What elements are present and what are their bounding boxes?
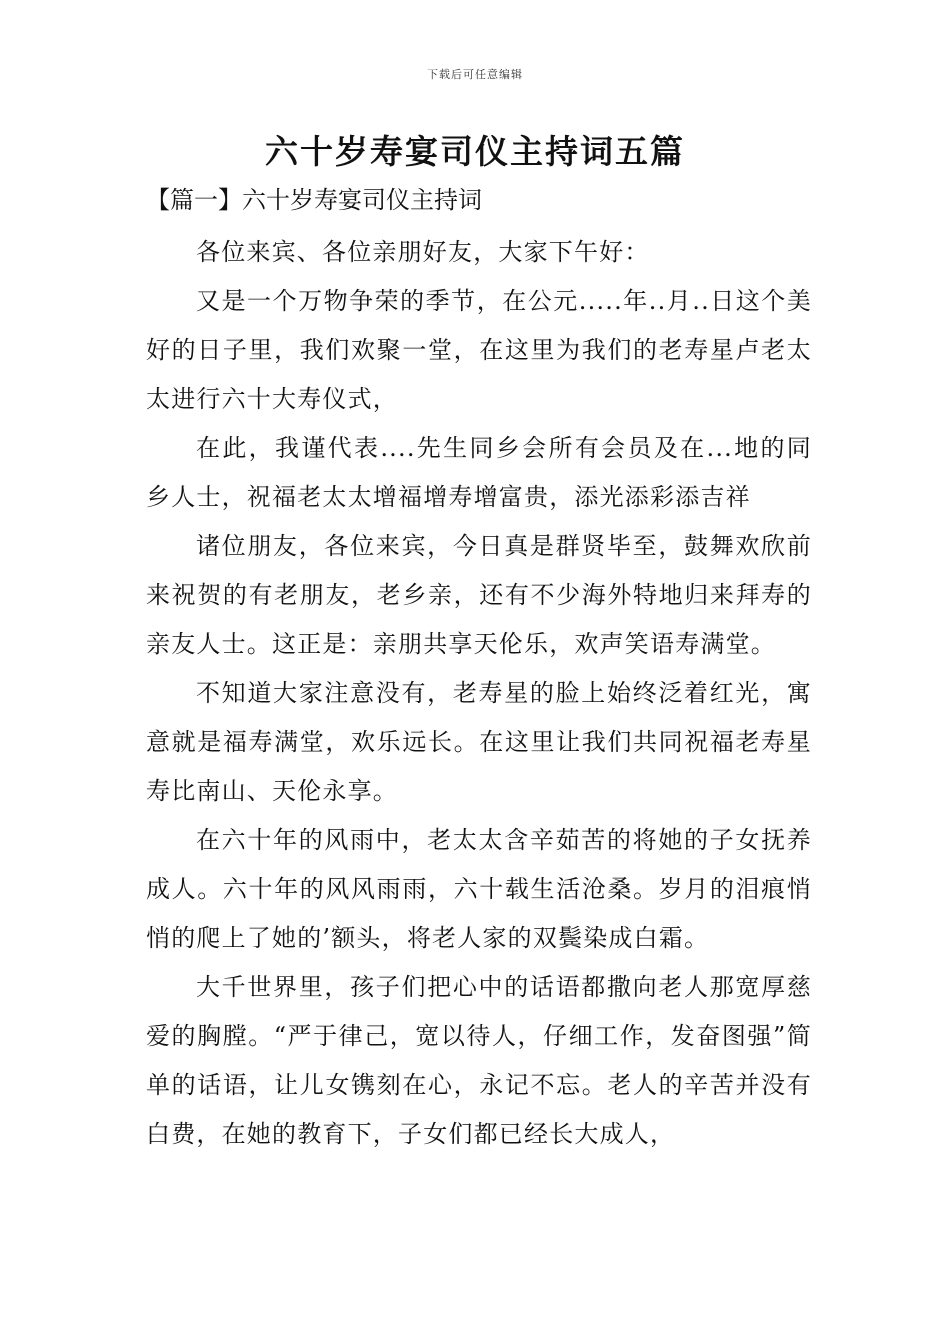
paragraph-red-glow: 不知道大家注意没有，老寿星的脸上始终泛着红光，寓意就是福寿满堂，欢乐远长。在这里让我们共同祝福老寿星寿比南山、天伦永享。 xyxy=(146,679,812,805)
paragraph-children: 大千世界里，孩子们把心中的话语都撒向老人那宽厚慈爱的胸膛。“严于律己，宽以待人，仔细工作，发奋图强”简单的话语，让儿女镌刻在心，永记不忘。老人的辛苦并没有白费，在她的教育下，子女们都已经长大成人， xyxy=(146,973,812,1148)
paragraph-sixty-years: 在六十年的风雨中，老太太含辛茹苦的将她的子女抚养成人。六十年的风风雨雨，六十载生活沧桑。岁月的泪痕悄悄的爬上了她的’额头，将老人家的双鬓染成白霜。 xyxy=(146,826,812,952)
paragraph-opening: 又是一个万物争荣的季节，在公元.....年..月..日这个美好的日子里，我们欢聚一堂，在这里为我们的老寿星卢老太太进行六十大寿仪式， xyxy=(146,287,812,413)
header-note: 下载后可任意编辑 xyxy=(427,68,523,81)
document-title: 六十岁寿宴司仪主持词五篇 xyxy=(265,132,685,171)
paragraph-greeting: 各位来宾、各位亲朋好友，大家下午好： xyxy=(196,238,650,266)
paragraph-blessing: 在此，我谨代表....先生同乡会所有会员及在...地的同乡人士，祝福老太太增福增寿增富贵，添光添彩添吉祥 xyxy=(146,434,812,511)
paragraph-guests: 诸位朋友，各位来宾，今日真是群贤毕至，鼓舞欢欣前来祝贺的有老朋友，老乡亲，还有不少海外特地归来拜寿的亲友人士。这正是：亲朋共享天伦乐，欢声笑语寿满堂。 xyxy=(146,532,812,658)
section-heading: 【篇一】六十岁寿宴司仪主持词 xyxy=(146,186,482,214)
body-text xyxy=(146,228,812,1159)
